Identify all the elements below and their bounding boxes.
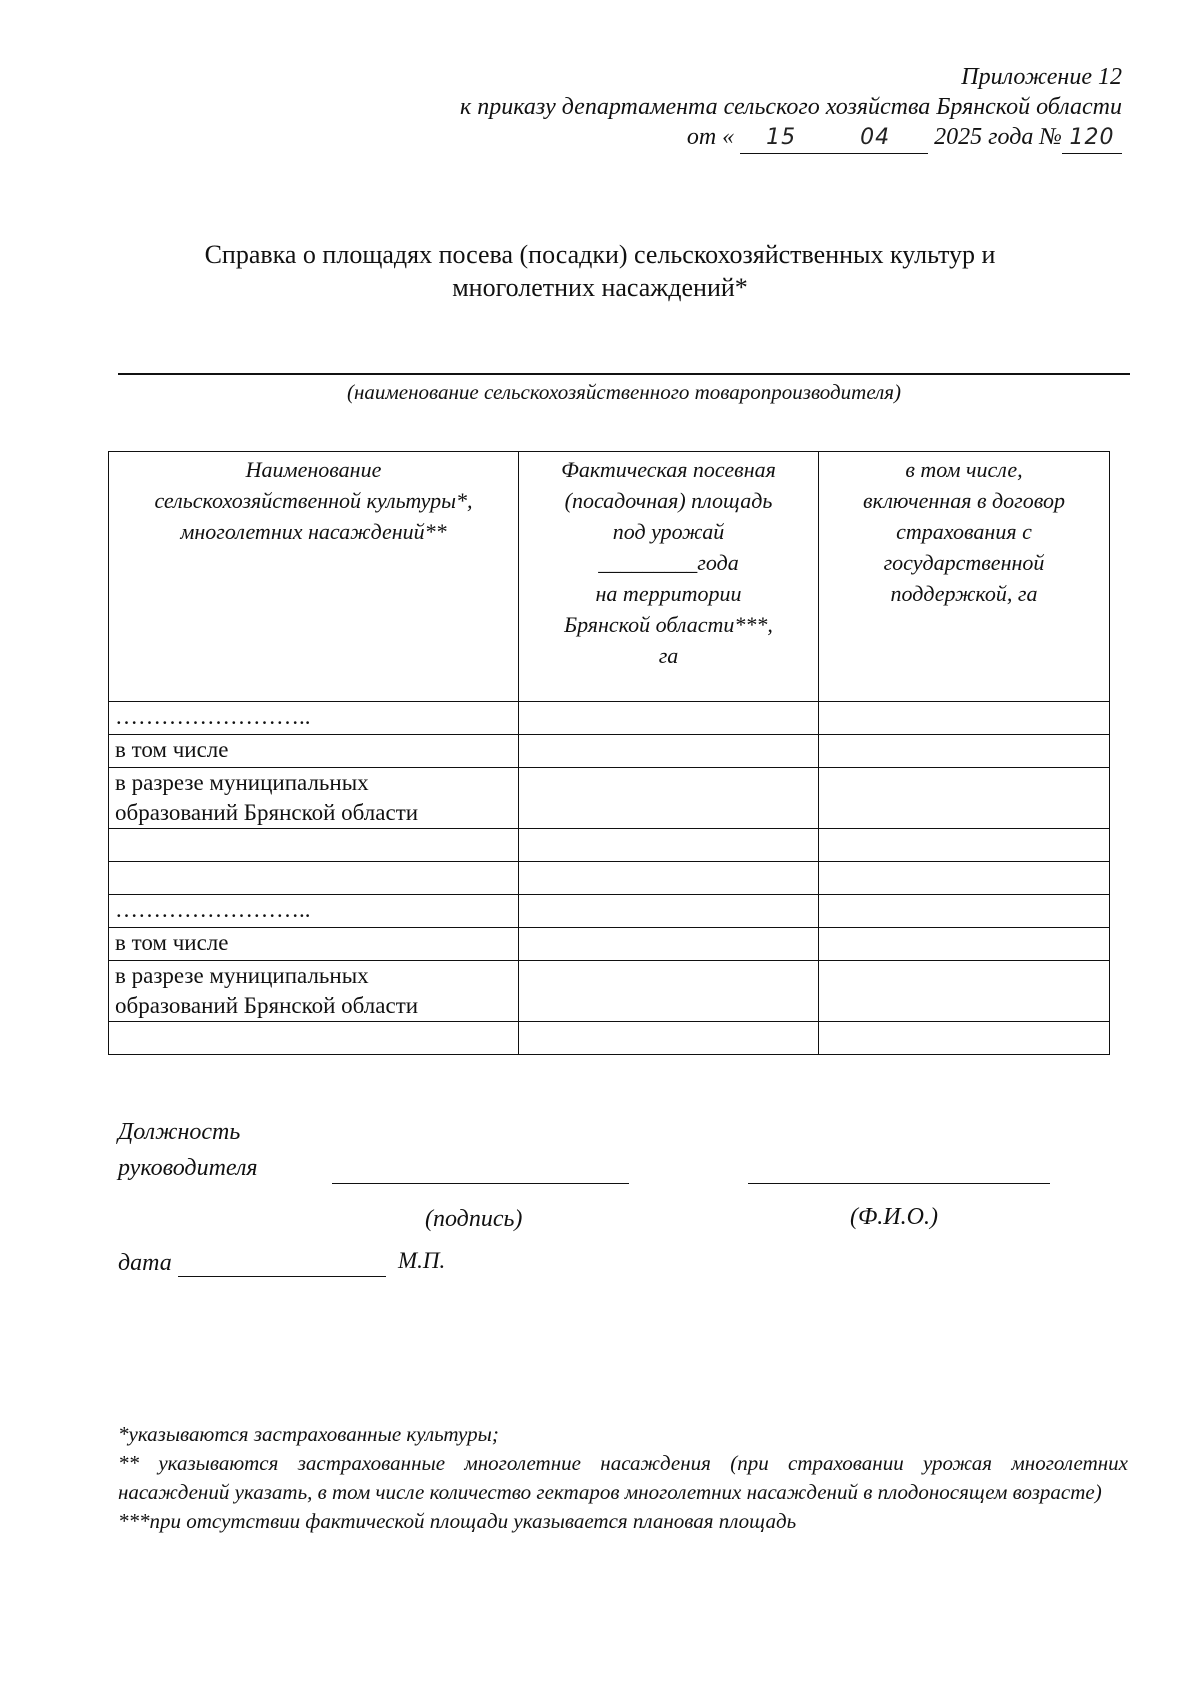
insured-area-cell[interactable] <box>819 829 1110 862</box>
date-label: дата <box>118 1250 172 1276</box>
year-text: 2025 года № <box>934 124 1062 150</box>
table-row <box>109 829 1110 862</box>
insured-area-cell[interactable] <box>819 928 1110 961</box>
order-date-line <box>460 122 1122 154</box>
title-line-1: Справка о площадях посева (посадки) сельскохозяйственных культур и <box>204 240 996 269</box>
crop-name-cell: в разрезе муниципальных образований Брянской области <box>109 961 519 1022</box>
insured-area-cell[interactable] <box>819 768 1110 829</box>
header-insured-area: в том числе, включенная в договор страхования с государственной поддержкой, га <box>819 452 1110 702</box>
from-label: от « <box>686 124 735 150</box>
order-reference: к приказу департамента сельского хозяйства Брянской области <box>460 94 1122 120</box>
date-line[interactable] <box>178 1276 386 1277</box>
order-number-handwritten: 120 <box>1069 125 1115 150</box>
appendix-header <box>460 62 1122 154</box>
footnote-2: ** указываются застрахованные многолетние насаждения (при страховании урожая многолетних насаждений указать, в том числе количество гектаров многолетних насаждений в плодоносящем возрасте) <box>118 1451 1128 1504</box>
actual-area-cell[interactable] <box>519 702 819 735</box>
crop-name-cell: в том числе <box>109 928 519 961</box>
actual-area-cell[interactable] <box>519 961 819 1022</box>
footnote-1: *указываются застрахованные культуры; <box>118 1422 499 1446</box>
header-actual-area: Фактическая посевная (посадочная) площадь под урожай _________года на территории Брянской области***, га <box>519 452 819 702</box>
fio-line[interactable] <box>748 1183 1050 1184</box>
insured-area-cell[interactable] <box>819 702 1110 735</box>
footnote-3: ***при отсутствии фактической площади указывается плановая площадь <box>118 1509 797 1533</box>
crop-name-cell[interactable] <box>109 862 519 895</box>
month-field <box>822 122 928 154</box>
day-handwritten: 15 <box>766 125 797 150</box>
signature-caption: (подпись) <box>425 1206 523 1232</box>
table-row <box>109 702 1110 735</box>
crop-name-cell[interactable] <box>109 1022 519 1055</box>
document-title <box>100 238 1100 304</box>
actual-area-cell[interactable] <box>519 735 819 768</box>
stamp-label: М.П. <box>398 1248 446 1273</box>
crop-name-cell: в разрезе муниципальных образований Брянской области <box>109 768 519 829</box>
fio-caption: (Ф.И.О.) <box>850 1204 938 1230</box>
table-row <box>109 862 1110 895</box>
table-row <box>109 1022 1110 1055</box>
producer-name-line <box>118 373 1130 375</box>
table-header-row <box>109 452 1110 702</box>
table-row <box>109 768 1110 829</box>
actual-area-cell[interactable] <box>519 895 819 928</box>
order-number-field <box>1062 122 1122 154</box>
table-row <box>109 735 1110 768</box>
appendix-number: Приложение 12 <box>961 64 1122 90</box>
table-row <box>109 928 1110 961</box>
crop-name-cell[interactable] <box>109 829 519 862</box>
producer-caption: (наименование сельскохозяйственного товаропроизводителя) <box>346 380 902 404</box>
insured-area-cell[interactable] <box>819 961 1110 1022</box>
crop-name-cell: …………………….. <box>109 702 519 735</box>
actual-area-cell[interactable] <box>519 928 819 961</box>
title-line-2: многолетних насаждений* <box>452 273 748 302</box>
crop-name-cell: …………………….. <box>109 895 519 928</box>
day-field <box>740 122 822 154</box>
footnotes <box>118 1420 1128 1536</box>
crop-area-table <box>108 451 1110 1055</box>
actual-area-cell[interactable] <box>519 862 819 895</box>
month-handwritten: 04 <box>860 125 891 150</box>
insured-area-cell[interactable] <box>819 895 1110 928</box>
position-label: Должность руководителя <box>118 1119 258 1181</box>
actual-area-cell[interactable] <box>519 829 819 862</box>
table-row <box>109 961 1110 1022</box>
actual-area-cell[interactable] <box>519 768 819 829</box>
insured-area-cell[interactable] <box>819 862 1110 895</box>
insured-area-cell[interactable] <box>819 735 1110 768</box>
insured-area-cell[interactable] <box>819 1022 1110 1055</box>
header-crop-name: Наименование сельскохозяйственной культуры*, многолетних насаждений** <box>109 452 519 702</box>
actual-area-cell[interactable] <box>519 1022 819 1055</box>
crop-name-cell: в том числе <box>109 735 519 768</box>
signature-line[interactable] <box>332 1183 629 1184</box>
table-row <box>109 895 1110 928</box>
